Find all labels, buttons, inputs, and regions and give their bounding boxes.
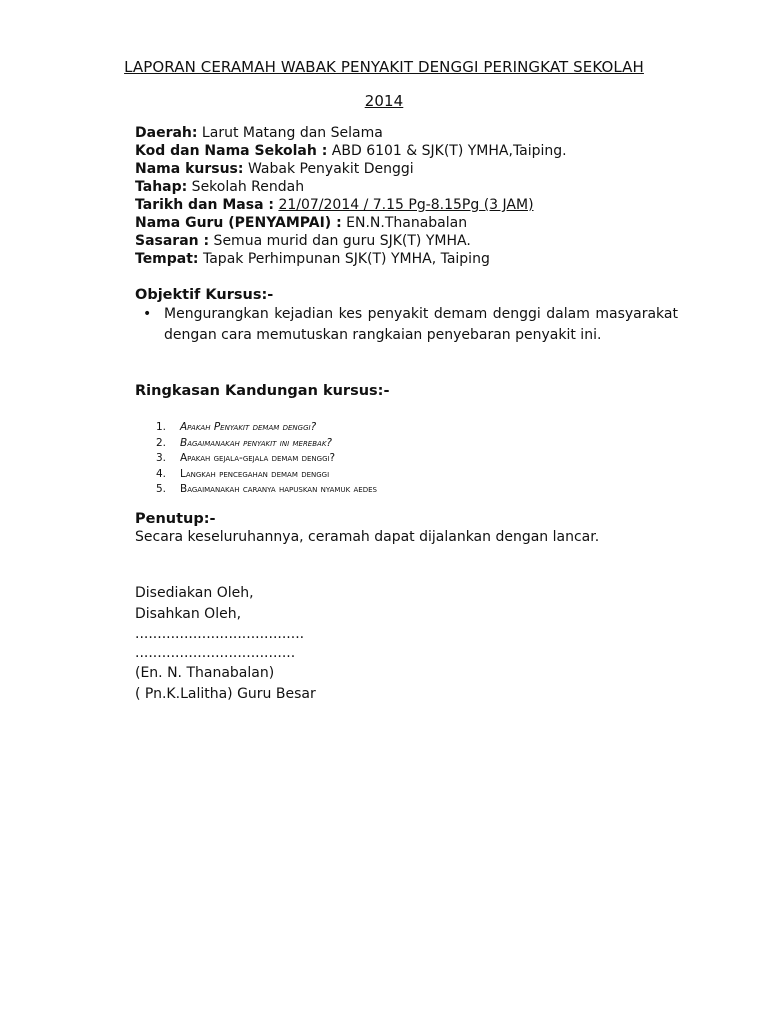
info-sasaran: Sasaran : Semua murid dan guru SJK(T) YMHA. — [135, 233, 471, 249]
info-tahap: Tahap: Sekolah Rendah — [135, 179, 305, 195]
objektif-bullet-item — [143, 304, 678, 346]
report-year: 2014 — [364, 92, 404, 110]
info-nama-guru: Nama Guru (PENYAMPAI) : EN.N.Thanabalan — [135, 215, 468, 231]
ringkasan-list — [156, 420, 377, 498]
list-item: 2. Bagaimanakah penyakit ini merebak? — [156, 436, 332, 449]
prepared-by-label: Disediakan Oleh, — [135, 585, 254, 601]
info-tarikh-masa: Tarikh dan Masa : 21/07/2014 / 7.15 Pg-8.15Pg (3 JAM) — [135, 197, 534, 213]
signature-line: .................................... — [135, 645, 296, 661]
approved-by-label: Disahkan Oleh, — [135, 606, 242, 622]
signature-block — [135, 583, 316, 705]
approver-name: ( Pn.K.Lalitha) Guru Besar — [135, 686, 316, 702]
preparer-name: (En. N. Thanabalan) — [135, 665, 275, 681]
report-title: LAPORAN CERAMAH WABAK PENYAKIT DENGGI PERINGKAT SEKOLAH — [124, 58, 644, 76]
list-item: 3. Apakah gejala-gejala demam denggi? — [156, 452, 336, 464]
list-item: 4. Langkah pencegahan demam denggi — [156, 467, 330, 480]
bullet-icon: • — [143, 306, 152, 322]
info-kod-sekolah: Kod dan Nama Sekolah : ABD 6101 & SJK(T) YMHA,Taiping. — [135, 143, 567, 159]
signature-line: ...................................... — [135, 626, 305, 642]
objektif-heading: Objektif Kursus:- — [135, 287, 274, 303]
list-item: 1. Apakah Penyakit demam denggi? — [156, 421, 317, 433]
ringkasan-heading: Ringkasan Kandungan kursus:- — [135, 383, 390, 399]
info-nama-kursus: Nama kursus: Wabak Penyakit Denggi — [135, 161, 414, 177]
course-info — [135, 124, 680, 268]
info-tempat: Tempat: Tapak Perhimpunan SJK(T) YMHA, Taiping — [135, 251, 490, 267]
objektif-text: Mengurangkan kejadian kes penyakit demam denggi dalam masyarakat dengan cara memutuskan rangkaian penyebaran penyakit ini. — [164, 306, 678, 343]
penutup-text: Secara keseluruhannya, ceramah dapat dijalankan dengan lancar. — [135, 529, 600, 545]
penutup-heading: Penutup:- — [135, 511, 216, 527]
list-item: 5. Bagaimanakah caranya hapuskan nyamuk aedes — [156, 483, 377, 495]
info-daerah: Daerah: Larut Matang dan Selama — [135, 125, 383, 141]
